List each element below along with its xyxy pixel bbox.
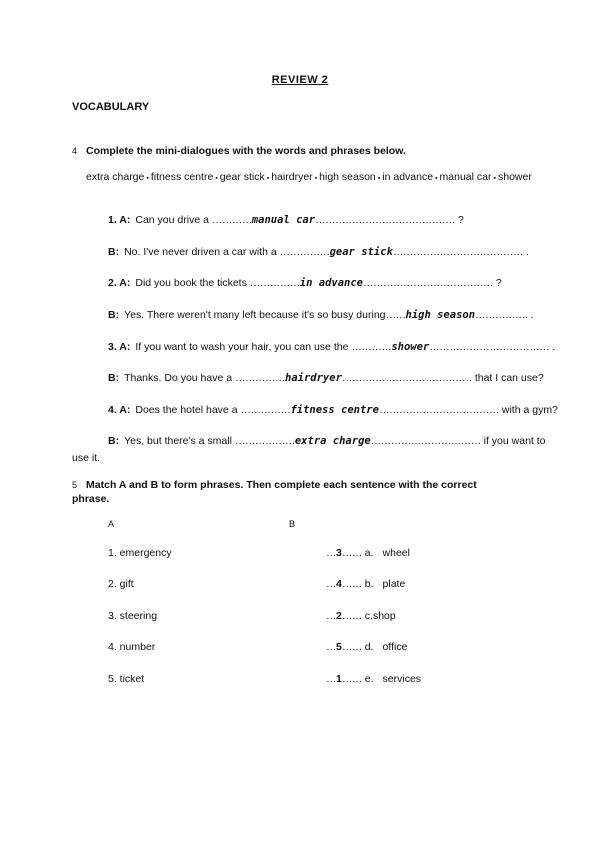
blank-dots: ………………………………	[429, 341, 550, 353]
blank-dots: ……………	[279, 246, 330, 258]
word-item: manual car	[439, 171, 492, 183]
filled-answer: fitness centre	[290, 404, 379, 416]
instruction-text: Match A and B to form phrases. Then complete each sentence with the correct phrase.	[72, 479, 477, 505]
match-item-a: 5. ticket	[108, 673, 145, 685]
word-item: gear stick	[219, 171, 265, 183]
dialogue-line	[108, 435, 546, 447]
word-separator: ▪	[146, 175, 149, 182]
speaker-label: B:	[108, 435, 120, 447]
dialogue-text: No. I've never driven a car with a	[124, 246, 280, 258]
speaker-label: 2. A:	[108, 277, 131, 289]
dialogue-text: Thanks. Do you have a	[124, 372, 235, 384]
word-item: in advance	[382, 171, 434, 183]
option-letter: e.	[361, 673, 374, 685]
option-letter: c.	[361, 610, 373, 622]
blank-dots: …	[326, 641, 336, 653]
exercise-4-instruction	[72, 145, 406, 157]
speaker-label: 1. A:	[108, 214, 131, 226]
word-item: high season	[319, 171, 376, 183]
dialogue-text: .	[527, 309, 534, 321]
blank-dots: ……………………………	[370, 435, 481, 447]
dialogue-text: .	[522, 246, 529, 258]
filled-answer: in advance	[299, 277, 363, 289]
blank-dots: ……	[341, 610, 362, 622]
match-item-a: 3. steering	[108, 610, 158, 622]
word-item: fitness centre	[150, 171, 214, 183]
match-item-b	[326, 610, 396, 622]
filled-answer: high season	[405, 309, 476, 321]
blank-dots: ………………………………	[378, 404, 499, 416]
dialogue-line	[108, 214, 464, 226]
blank-dots: ……	[385, 309, 406, 321]
dialogue-text: if you want to	[480, 435, 546, 447]
blank-dots: …………………………………	[392, 246, 523, 258]
match-item-a: 2. gift	[108, 578, 134, 590]
dialogue-line	[108, 277, 502, 289]
option-text: services	[382, 673, 422, 685]
blank-dots: ……………	[249, 277, 300, 289]
dialogue-text: Does the hotel have a	[135, 404, 241, 416]
dialogue-text: Can you drive a	[135, 214, 212, 226]
blank-dots: ……	[341, 547, 362, 559]
blank-dots: ………………	[234, 435, 295, 447]
blank-dots: …	[326, 610, 336, 622]
word-separator: ▪	[377, 175, 381, 182]
exercise-number: 4	[72, 146, 78, 156]
column-b-heading: B	[289, 519, 296, 529]
dialogue-text: that I can use?	[471, 372, 544, 384]
speaker-label: B:	[108, 246, 120, 258]
filled-answer: gear stick	[329, 246, 393, 258]
dialogue-text: Yes, but there's a small	[124, 435, 235, 447]
option-text: office	[382, 641, 408, 653]
page-title: REVIEW 2	[271, 74, 329, 86]
blank-dots: ……………	[240, 404, 291, 416]
dialogue-text: ?	[493, 277, 502, 289]
exercise-5-instruction	[72, 478, 512, 506]
word-box	[86, 170, 546, 186]
word-item: extra charge	[86, 171, 145, 183]
blank-dots: …………………………………	[341, 372, 472, 384]
speaker-label: 4. A:	[108, 404, 131, 416]
blank-dots: …………………………………	[363, 277, 493, 289]
match-item-b	[326, 578, 405, 590]
dialogue-text: with a gym?	[498, 404, 558, 416]
blank-dots: ……	[341, 578, 362, 590]
match-item-b	[326, 673, 421, 685]
column-a-heading: A	[108, 519, 115, 529]
dialogue-text: .	[549, 341, 556, 353]
speaker-label: B:	[108, 372, 120, 384]
speaker-label: B:	[108, 309, 120, 321]
dialogue-line	[108, 309, 533, 321]
blank-dots: ……………………………………	[315, 214, 456, 226]
option-letter: b.	[361, 578, 374, 590]
dialogue-line	[108, 246, 529, 258]
word-separator: ▪	[314, 175, 318, 182]
word-item: hairdryer	[271, 171, 313, 183]
exercise-number: 5	[72, 480, 78, 490]
dialogue-text: ?	[455, 214, 464, 226]
blank-dots: …	[326, 547, 336, 559]
word-item: shower	[497, 171, 532, 183]
dialogue-line	[108, 404, 558, 416]
option-text: wheel	[382, 547, 410, 559]
blank-dots: …	[326, 673, 336, 685]
match-answer: 4	[336, 578, 342, 590]
match-item-a: 4. number	[108, 641, 156, 653]
filled-answer: shower	[391, 341, 430, 353]
word-separator: ▪	[215, 175, 218, 182]
section-heading: VOCABULARY	[72, 101, 150, 113]
blank-dots: ……	[341, 641, 362, 653]
word-separator: ▪	[493, 175, 496, 182]
match-answer: 3	[336, 547, 342, 559]
instruction-text: Complete the mini-dialogues with the words and phrases below.	[86, 145, 406, 157]
dialogue-text: If you want to wash your hair, you can use the	[135, 341, 352, 353]
option-text: plate	[382, 578, 406, 590]
blank-dots: …………	[211, 214, 252, 226]
blank-dots: …………….	[475, 309, 528, 321]
match-answer: 1	[336, 673, 342, 685]
option-text: shop	[372, 610, 396, 622]
dialogue-text: Yes. There weren't many left because it's so busy during	[124, 309, 386, 321]
option-letter: d.	[361, 641, 374, 653]
match-item-a: 1. emergency	[108, 547, 172, 559]
dialogue-continuation: use it.	[72, 452, 101, 464]
speaker-label: 3. A:	[108, 341, 131, 353]
dialogue-text: Did you book the tickets	[135, 277, 250, 289]
blank-dots: ……	[341, 673, 362, 685]
match-item-b	[326, 547, 410, 559]
match-item-b	[326, 641, 407, 653]
blank-dots: …………	[351, 341, 392, 353]
dialogue-line	[108, 372, 544, 384]
blank-dots: ……………	[235, 372, 285, 384]
word-separator: ▪	[435, 175, 438, 182]
filled-answer: hairdryer	[285, 372, 342, 384]
filled-answer: extra charge	[294, 435, 371, 447]
option-letter: a.	[361, 547, 374, 559]
filled-answer: manual car	[251, 214, 316, 226]
match-answer: 2	[336, 610, 342, 622]
dialogue-line	[108, 341, 555, 353]
blank-dots: …	[326, 578, 336, 590]
match-answer: 5	[336, 641, 342, 653]
word-separator: ▪	[266, 175, 270, 182]
